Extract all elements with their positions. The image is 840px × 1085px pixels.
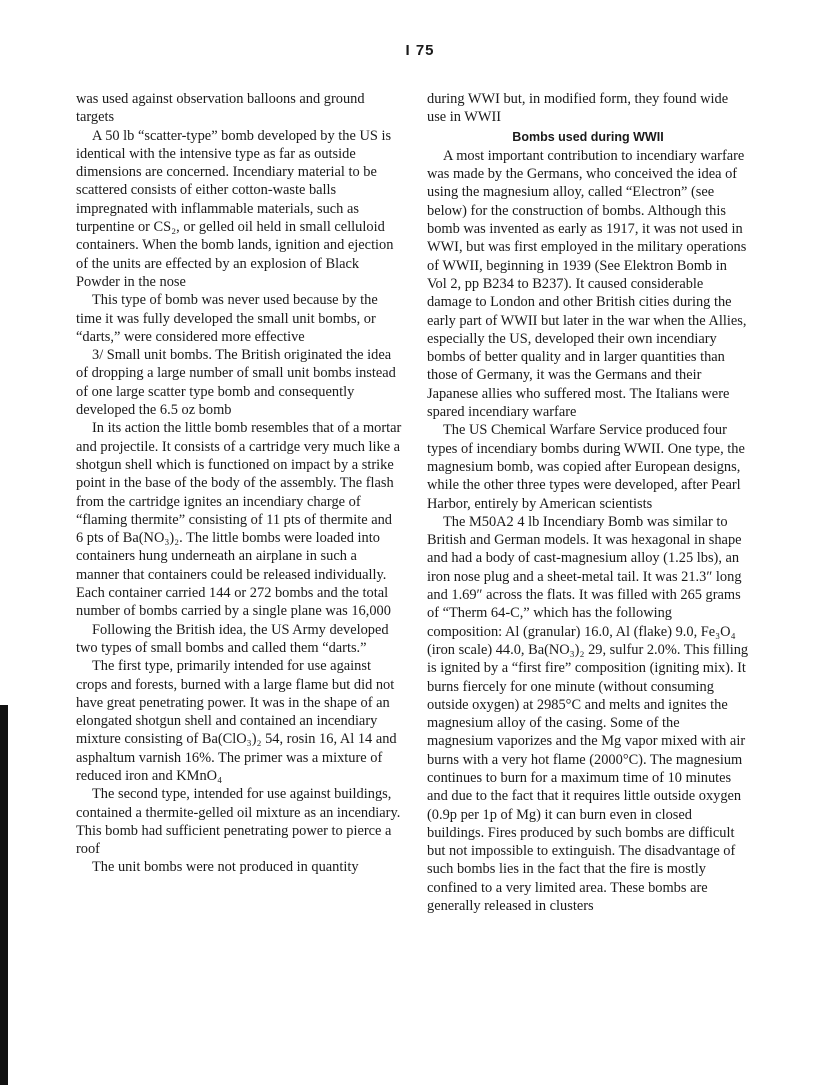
paragraph: 3/ Small unit bombs. The British originated the idea of dropping a large number of small unit bombs instead of one large scatter type bomb and consequently developed the 6.5 oz bomb [76,347,396,419]
section-heading: Bombs used during WWII [512,129,664,144]
paragraph: was used against observation balloons and ground targets [76,91,365,126]
paragraph: The US Chemical Warfare Service produced four types of incendiary bombs during WWII. One type, the magnesium bomb, was copied after European designs, while the other three types were developed, after Pearl Harbor, entirely by American scientists [427,422,745,512]
paragraph: Following the British idea, the US Army developed two types of small bombs and called them “darts.” [76,621,389,656]
paragraph: The M50A2 4 lb Incendiary Bomb was similar to British and German models. It was hexagonal in shape and had a body of cast-magnesium alloy (1.25 lbs), an iron nose plug and a sheet-metal tail. It was 21.3″ long and 1.69″ across the flats. It was filled with 265 grams of “Therm 64-C,” which has the following composition: Al (granular) 16.0, Al (flake) 9.0, Fe₃O₄ (iron scale) 44.0, Ba(NO₃)₂ 29, sulfur 2.0%. This filling is ignited by a “first fire” composition (igniting mix). It burns fiercely for one minute (without consuming outside oxygen) at 2985°C and melts and ignites the magnesium alloy of the casing. Some of the magnesium vaporizes and the Mg vapor mixed with air burns with a very hot flame (2000°C). The magnesium continues to burn for a maximum time of 10 minutes and due to the fact that it requires little outside oxygen (0.9p per 1p of Mg) it can burn even in closed buildings. Fires produced by such bombs are difficult but not impossible to extinguish. The disadvantage of such bombs lies in the fact that the fire is mostly confined to a very limited area. These bombs are generally released in clusters [427,513,749,915]
paragraph: In its action the little bomb resembles that of a mortar and projectile. It consists of a cartridge very much like a shotgun shell which is functioned on impact by a strike point in the base of the body of the assembly. The flash from the cartridge ignites an incendiary charge of “flaming thermite” consisting of 11 pts of thermite and 6 pts of Ba(NO₃)₂. The little bombs were loaded into containers hung underneath an airplane in such a manner that containers could be released individually. Each container carried 144 or 272 bombs and the total number of bombs carried by a single plane was 16,000 [76,420,402,620]
paragraph: The first type, primarily intended for use against crops and forests, burned with a large flame but did not have great penetrating power. It was in the shape of an elongated shotgun shell and contained an incendiary mixture consisting of Ba(ClO₃)₂ 54, rosin 16, Al 14 and asphaltum varnish 16%. The primer was a mixture of reduced iron and KMnO₄ [76,658,397,784]
paragraph: The unit bombs were not produced in quantity [92,859,359,876]
paragraph: during WWI but, in modified form, they found wide use in WWII [427,91,729,126]
paragraph: A most important contribution to incendiary warfare was made by the Germans, who conceived the idea of using the magnesium alloy, called “Electron” (see below) for the construction of bombs. Although this bomb was invented as early as 1917, it was not used in WWI, but was first employed in the military operations of WWII, beginning in 1939 (See Elektron Bomb in Vol 2, pp B234 to B237). It caused considerable damage to London and other British cities during the early part of WWII but later in the war when the Allies, especially the US, developed their own incendiary bombs of better quality and in larger quantities than those of Germany, it was the Germans and their Japanese allies who suffered most. The Italians were spared incendiary warfare [427,147,747,421]
paragraph: A 50 lb “scatter-type” bomb developed by the US is identical with the intensive type as far as outside dimensions are concerned. Incendiary material to be scattered consists of either cotton-waste balls impregnated with inflammable materials, such as turpentine or CS₂, or gelled oil held in small celluloid containers. When the bomb lands, ignition and ejection of the units are effected by an explosion of Black Powder in the nose [76,127,394,290]
left-column [76,90,402,877]
page-number: I 75 [405,42,435,59]
scan-edge-bar [0,705,8,1085]
paragraph: This type of bomb was never used because by the time it was fully developed the small unit bombs, or “darts,” were considered more effective [76,292,378,345]
right-column [427,90,749,915]
paragraph: The second type, intended for use against buildings, contained a thermite-gelled oil mixture as an incendiary. This bomb had sufficient penetrating power to pierce a roof [76,786,401,858]
